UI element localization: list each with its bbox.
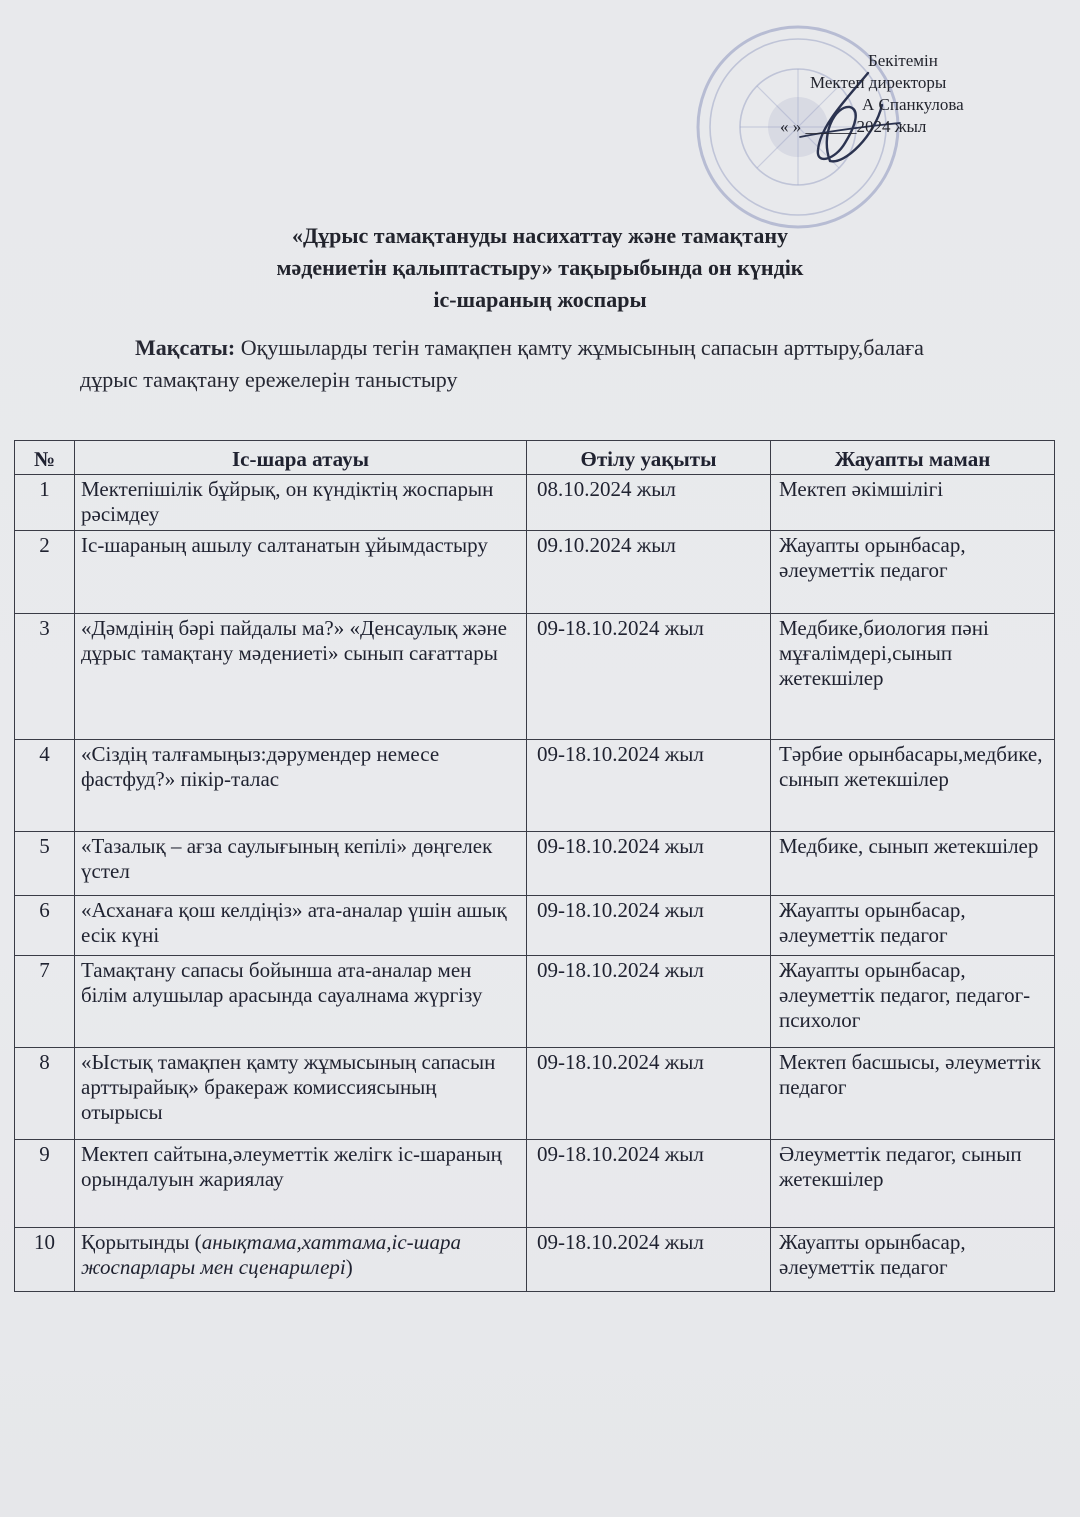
row-date: 09-18.10.2024 жыл bbox=[527, 740, 771, 832]
row-responsible: Медбике,биология пәні мұғалімдері,сынып жетекшілер bbox=[771, 614, 1055, 740]
table-row bbox=[15, 956, 1055, 1048]
row-date: 09-18.10.2024 жыл bbox=[527, 832, 771, 896]
table-row bbox=[15, 896, 1055, 956]
table-row bbox=[15, 475, 1055, 531]
row-event-name: «Тазалық – ағза саулығының кепілі» дөңгелек үстел bbox=[75, 832, 527, 896]
goal-label: Мақсаты: bbox=[135, 335, 236, 360]
row-number: 5 bbox=[15, 832, 75, 896]
row-date: 09-18.10.2024 жыл bbox=[527, 1140, 771, 1228]
row-number: 7 bbox=[15, 956, 75, 1048]
row-number: 3 bbox=[15, 614, 75, 740]
approval-position: Мектеп директоры bbox=[810, 73, 947, 92]
table-row bbox=[15, 1048, 1055, 1140]
approval-date: « » ______2024 жыл bbox=[780, 117, 927, 136]
row-number: 1 bbox=[15, 475, 75, 531]
row-event-name: Тамақтану сапасы бойынша ата-аналар мен білім алушылар арасында сауалнама жүргізу bbox=[75, 956, 527, 1048]
table-header-row bbox=[15, 441, 1055, 475]
row-number: 6 bbox=[15, 896, 75, 956]
row-date: 09-18.10.2024 жыл bbox=[527, 1228, 771, 1292]
row-date: 08.10.2024 жыл bbox=[527, 475, 771, 531]
title-line-1: «Дұрыс тамақтануды насихаттау және тамақтану bbox=[291, 223, 789, 248]
row-event-name: Мектеп сайтына,әлеуметтік желігк іс-шараның орындалуын жариялау bbox=[75, 1140, 527, 1228]
table-row bbox=[15, 1140, 1055, 1228]
approval-director-name: А Спанкулова bbox=[862, 95, 964, 114]
table-row bbox=[15, 614, 1055, 740]
row-event-name: «Асханаға қош келдіңіз» ата-аналар үшін ашық есік күні bbox=[75, 896, 527, 956]
approval-block bbox=[780, 50, 1020, 138]
header-responsible: Жауапты маман bbox=[771, 441, 1055, 475]
row-event-name: Мектепішілік бұйрық, он күндіктің жоспарын рәсімдеу bbox=[75, 475, 527, 531]
row-event-name-italic: анықтама,хаттама,іс-шара жоспарлары мен сценарилері bbox=[81, 1230, 462, 1279]
row-date: 09-18.10.2024 жыл bbox=[527, 614, 771, 740]
row-event-name: «Дәмдінің бәрі пайдалы ма?» «Денсаулық және дұрыс тамақтану мәдениеті» сынып сағаттары bbox=[75, 614, 527, 740]
row-date: 09-18.10.2024 жыл bbox=[527, 896, 771, 956]
row-number: 4 bbox=[15, 740, 75, 832]
row-number: 10 bbox=[15, 1228, 75, 1292]
row-event-name-end: ) bbox=[345, 1255, 353, 1279]
table-row bbox=[15, 531, 1055, 614]
table-row bbox=[15, 832, 1055, 896]
row-event-name: «Ыстық тамақпен қамту жұмысының сапасын арттырайық» бракераж комиссиясының отырысы bbox=[75, 1048, 527, 1140]
row-responsible: Жауапты орынбасар, әлеуметтік педагог, педагог-психолог bbox=[771, 956, 1055, 1048]
row-event-name: «Сіздің талғамыңыз:дәрумендер немесе фастфуд?» пікір-талас bbox=[75, 740, 527, 832]
header-event-name: Іс-шара атауы bbox=[75, 441, 527, 475]
row-event-name-start: Қорытынды ( bbox=[81, 1230, 202, 1254]
goal-paragraph bbox=[80, 332, 980, 396]
header-number: № bbox=[15, 441, 75, 475]
row-responsible: Тәрбие орынбасары,медбике, сынып жетекшілер bbox=[771, 740, 1055, 832]
event-plan-table bbox=[14, 440, 1055, 1292]
document-title bbox=[100, 220, 980, 316]
title-line-3: іс-шараның жоспары bbox=[433, 287, 647, 312]
goal-text: Оқушыларды тегін тамақпен қамту жұмысының сапасын арттыру,балаға дұрыс тамақтану ережелерін таныстыру bbox=[80, 335, 924, 392]
table-row bbox=[15, 740, 1055, 832]
row-responsible: Медбике, сынып жетекшілер bbox=[771, 832, 1055, 896]
row-responsible: Жауапты орынбасар, әлеуметтік педагог bbox=[771, 531, 1055, 614]
row-number: 2 bbox=[15, 531, 75, 614]
table-row bbox=[15, 1228, 1055, 1292]
row-responsible: Мектеп әкімшілігі bbox=[771, 475, 1055, 531]
row-responsible: Мектеп басшысы, әлеуметтік педагог bbox=[771, 1048, 1055, 1140]
row-responsible: Жауапты орынбасар, әлеуметтік педагог bbox=[771, 896, 1055, 956]
header-date: Өтілу уақыты bbox=[527, 441, 771, 475]
title-line-2: мәдениетін қалыптастыру» тақырыбында он күндік bbox=[276, 255, 804, 280]
row-date: 09.10.2024 жыл bbox=[527, 531, 771, 614]
row-number: 8 bbox=[15, 1048, 75, 1140]
row-number: 9 bbox=[15, 1140, 75, 1228]
approval-heading: Бекітемін bbox=[868, 51, 938, 70]
row-date: 09-18.10.2024 жыл bbox=[527, 1048, 771, 1140]
row-responsible: Әлеуметтік педагог, сынып жетекшілер bbox=[771, 1140, 1055, 1228]
row-event-name: Іс-шараның ашылу салтанатын ұйымдастыру bbox=[75, 531, 527, 614]
row-date: 09-18.10.2024 жыл bbox=[527, 956, 771, 1048]
row-event-name bbox=[75, 1228, 527, 1292]
row-responsible: Жауапты орынбасар, әлеуметтік педагог bbox=[771, 1228, 1055, 1292]
